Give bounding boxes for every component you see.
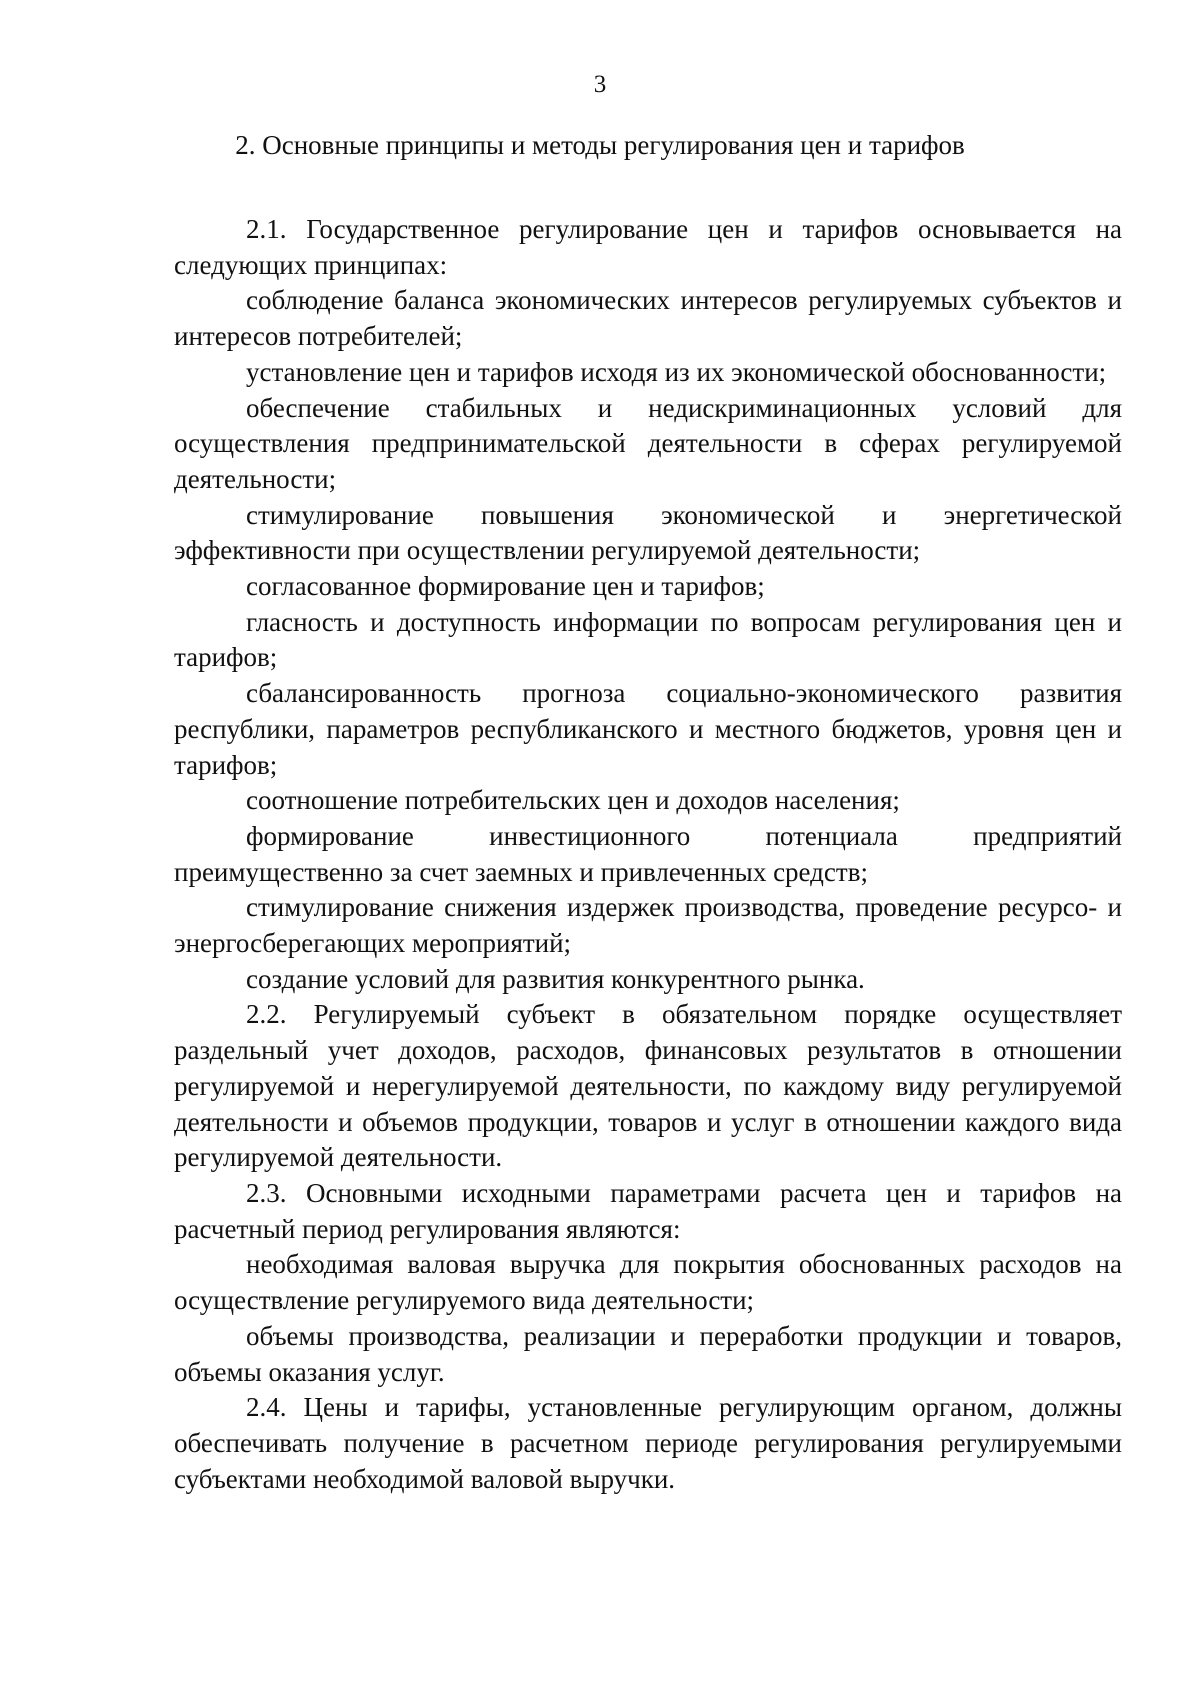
paragraph-principle-transparency: гласность и доступность информации по вопросам регулирования цен и тарифов; xyxy=(174,606,1122,673)
paragraph-principle-coordination: согласованное формирование цен и тарифов; xyxy=(246,571,765,602)
paragraph-principle-prices-incomes: соотношение потребительских цен и доходов населения; xyxy=(246,785,900,816)
paragraph-principle-balance: соблюдение баланса экономических интересов регулируемых субъектов и интересов потребителей; xyxy=(174,285,1122,352)
document-body xyxy=(174,212,1122,1497)
paragraph-principle-stability: обеспечение стабильных и недискриминационных условий для осуществления предпринимательской деятельности в сферах регулируемой деятельности; xyxy=(174,392,1122,494)
paragraph-parameter-volumes: объемы производства, реализации и переработки продукции и товаров, объемы оказания услуг. xyxy=(174,1320,1122,1387)
paragraph-2-1-intro: 2.1. Государственное регулирование цен и тарифов основывается на следующих принципах: xyxy=(174,214,1122,280)
paragraph-principle-forecast-balance: сбалансированность прогноза социально-экономического развития республики, параметров республиканского и местного бюджетов, уровня цен и тарифов; xyxy=(174,678,1122,780)
paragraph-2-2: 2.2. Регулируемый субъект в обязательном порядке осуществляет раздельный учет доходов, расходов, финансовых результатов в отношении регулируемой и нерегулируемой деятельности, по каждому виду регулируемой деятельности и объемов продукции, товаров и услуг в отношении каждого вида регулируемой деятельности. xyxy=(174,999,1122,1173)
paragraph-principle-cost-reduction: стимулирование снижения издержек производства, проведение ресурсо- и энергосберегающих мероприятий; xyxy=(174,892,1122,959)
paragraph-principle-efficiency: стимулирование повышения экономической и энергетической эффективности при осуществлении регулируемой деятельности; xyxy=(174,499,1122,566)
paragraph-principle-investment: формирование инвестиционного потенциала предприятий преимущественно за счет заемных и привлеченных средств; xyxy=(174,820,1122,887)
paragraph-2-4: 2.4. Цены и тарифы, установленные регулирующим органом, должны обеспечивать получение в расчетном периоде регулирования регулируемыми субъектами необходимой валовой выручки. xyxy=(174,1392,1122,1494)
paragraph-principle-justification: установление цен и тарифов исходя из их экономической обоснованности; xyxy=(246,356,1107,387)
section-title: 2. Основные принципы и методы регулирования цен и тарифов xyxy=(235,130,965,160)
paragraph-parameter-revenue: необходимая валовая выручка для покрытия обоснованных расходов на осуществление регулируемого вида деятельности; xyxy=(174,1249,1122,1316)
paragraph-principle-competition: создание условий для развития конкурентного рынка. xyxy=(246,963,865,994)
page-number: 3 xyxy=(593,71,607,98)
paragraph-2-3-intro: 2.3. Основными исходными параметрами расчета цен и тарифов на расчетный период регулирования являются: xyxy=(174,1177,1122,1244)
